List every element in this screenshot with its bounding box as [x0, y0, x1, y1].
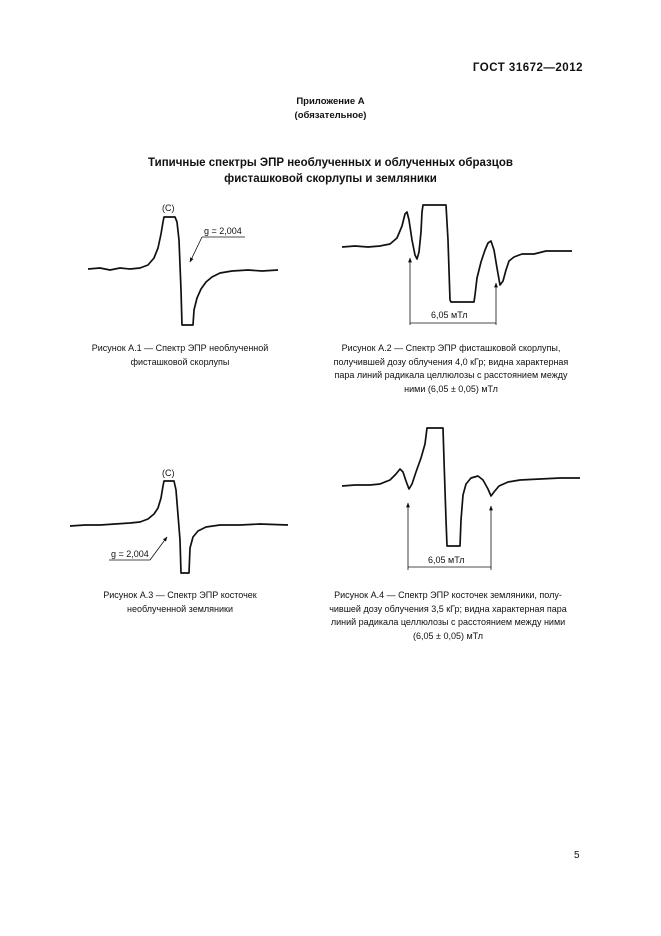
figure-a3-caption	[70, 589, 290, 616]
caption-line: чившей дозу облучения 3,5 кГр; видна характерная пара	[329, 603, 567, 614]
title-line-2: фисташковой скорлупы и земляники	[224, 173, 437, 185]
caption-line: Рисунок А.1 — Спектр ЭПР необлученной	[91, 343, 269, 353]
figure-a1-curve	[88, 217, 278, 325]
figure-a2-spectrum	[342, 205, 572, 325]
figure-a3-spectrum	[70, 481, 288, 573]
caption-line: необлученной земляники	[127, 603, 233, 614]
caption-line: пара линий радикала целлюлозы с расстоянием между	[334, 370, 568, 380]
caption-line: ними (6,05 ± 0,05) мТл	[404, 383, 498, 394]
figure-a2-curve	[342, 205, 572, 302]
appendix-status: (обязательное)	[294, 110, 367, 121]
figure-a1-g-pointer	[190, 237, 202, 262]
figure-a4-distance-label: 6,05 мТл	[428, 555, 465, 565]
figure-a1-c-label: (C)	[162, 203, 175, 213]
standard-number: ГОСТ 31672—2012	[472, 62, 583, 74]
figure-a1-spectrum	[88, 217, 278, 325]
figure-a2-distance-label: 6,05 мТл	[431, 310, 468, 320]
page-number: 5	[574, 850, 580, 861]
caption-line: Рисунок А.2 — Спектр ЭПР фисташковой скорлупы,	[341, 343, 561, 353]
figure-a3-g-pointer	[150, 537, 167, 560]
figure-a3-g-label: g = 2,004	[111, 549, 149, 559]
caption-line: получившей дозу облучения 4,0 кГр; видна характерная	[333, 356, 569, 367]
figure-a4-spectrum	[342, 428, 580, 570]
figure-a4-caption	[310, 589, 586, 643]
figure-a2-caption	[318, 342, 584, 396]
caption-line: фисташковой скорлупы	[130, 356, 230, 367]
caption-line: Рисунок А.4 — Спектр ЭПР косточек земляники, полу-	[334, 590, 562, 600]
figure-a4-curve	[342, 428, 580, 546]
figure-a1-caption	[70, 342, 290, 369]
figure-a1-g-label: g = 2,004	[204, 226, 242, 236]
caption-line: (6,05 ± 0,05) мТл	[412, 630, 483, 641]
caption-line: линий радикала целлюлозы с расстоянием между ними	[330, 617, 566, 627]
figure-a3-c-label: (C)	[162, 468, 175, 478]
title-line-1: Типичные спектры ЭПР необлученных и облученных образцов	[148, 157, 513, 169]
caption-line: Рисунок А.3 — Спектр ЭПР косточек	[103, 590, 257, 600]
appendix-label: Приложение А	[296, 96, 365, 107]
figure-a3-curve	[70, 481, 288, 573]
